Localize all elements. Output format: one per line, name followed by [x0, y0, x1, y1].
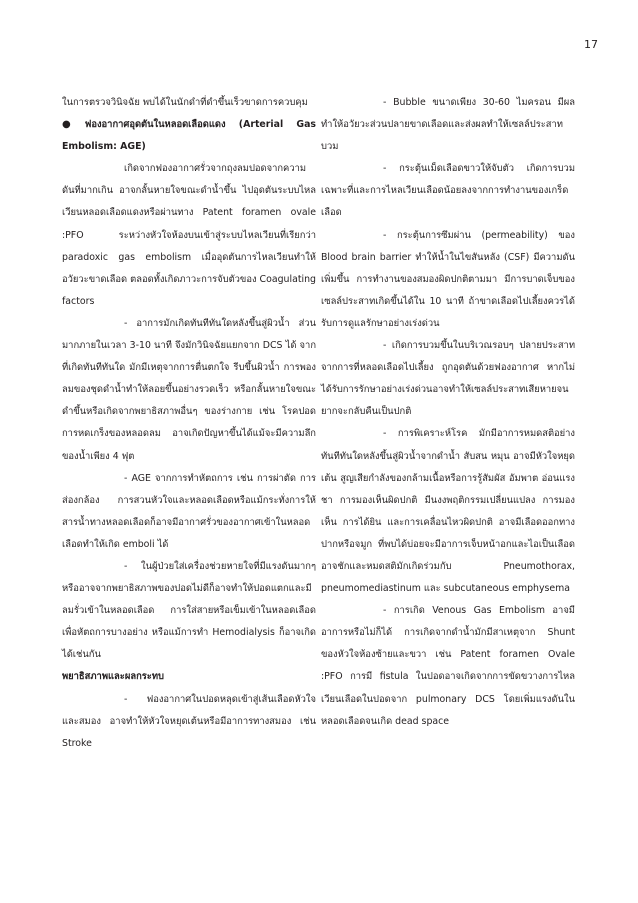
paragraph: - เกิดการบวมขึ้นในบริเวณรอบๆ ปลายประสาทจากการที่หลอดเลือดไปเลี้ยง ถูกอุดตันด้วยฟองอากาศ หากไม่ได้รับการรักษาอย่างเร่งด่วนอาจทำให้เซลล์ประสาทเสียหายจนยากจะกลับคืนเป็นปกติ	[321, 340, 575, 418]
section-heading	[62, 114, 316, 158]
paragraph: - กระตุ้นเม็ดเลือดขาวให้จับตัว เกิดการบวมเฉพาะที่และการไหลเวียนเลือดน้อยลงจากการทำงานของเกร็ดเลือด	[321, 163, 575, 219]
bullet-icon: ●	[62, 119, 81, 131]
right-column	[321, 92, 575, 733]
left-column	[62, 92, 316, 755]
paragraph: - Bubble ขนาดเพียง 30-60 ไมครอน มีผลทำให้อวัยวะส่วนปลายขาดเลือดและส่งผลทำให้เซลล์ประสาทบวม	[321, 97, 575, 153]
paragraph: - การเกิด Venous Gas Embolism อาจมีอาการหรือไม่ก็ได้ การเกิดจากดำน้ำมักมีสาเหตุจาก Shunt ของหัวใจห้องซ้ายและขวา เช่น Patent foramen Ovale :PFO การมี fistula ในปอดอาจเกิดจากการขัดขวางการไหลเวียนเลือดในปอดจาก pulmonary DCS โดยเพิ่มแรงดันในหลอดเลือดจนเกิด dead space	[321, 605, 575, 727]
section-heading-text: ฟองอากาศอุดตันในหลอดเลือดแดง (Arterial Gas Embolism: AGE)	[62, 119, 316, 153]
subheading: พยาธิสภาพและผลกระทบ	[62, 671, 164, 683]
paragraph: - AGE จากการทำหัตถการ เช่น การผ่าตัด การส่องกล้อง การสวนหัวใจและหลอดเลือดหรือแม้กระทั่งการให้สารน้ำทางหลอดเลือดก็อาจมีอากาศรั่วของอากาศเข้าในหลอดเลือดทำให้เกิด emboli ได้	[62, 472, 316, 550]
paragraph: - กระตุ้นการซึมผ่าน (permeability) ของ Blood brain barrier ทำให้น้ำในไขสันหลัง (CSF) มีความดันเพิ่มขึ้น การทำงานของสมองผิดปกติตามมา มีการบาดเจ็บของเซลล์ประสาทเกิดขึ้นได้ใน 10 นาที ถ้าขาดเลือดไปเลี้ยงควรได้รับการดูแลรักษาอย่างเร่งด่วน	[321, 229, 575, 329]
paragraph: - ในผู้ป่วยใส่เครื่องช่วยหายใจที่มีแรงดันมากๆ หรืออาจจากพยาธิสภาพของปอดไม่ดีก็อาจทำให้ปอดแตกและมีลมรั่วเข้าในหลอดเลือด การใส่สายหรือเข็มเข้าในหลอดเลือดเพื่อหัตถการบางอย่าง หรือแม้การทำ Hemodialysis ก็อาจเกิดได้เช่นกัน	[62, 560, 316, 661]
paragraph: - ฟองอากาศในปอดหลุดเข้าสู่เส้นเลือดหัวใจและสมอง อาจทำให้หัวใจหยุดเต้นหรือมีอาการทางสมอง เช่น Stroke	[62, 693, 316, 749]
paragraph: เกิดจากฟองอากาศรั่วจากถุงลมปอดจากความดันที่มากเกิน อาจกลั้นหายใจขณะดำน้ำขึ้น ไปอุดตันระบบไหลเวียนหลอดเลือดแดงหรือผ่านทาง Patent foramen ovale :PFO ระหว่างหัวใจห้องบนเข้าสู่ระบบไหลเวียนที่เรียกว่า paradoxic gas embolism เมื่ออุดตันการไหลเวียนทำให้อวัยวะขาดเลือด ตลอดทั้งเกิดภาวะการจับตัวของ Coagulating factors	[62, 163, 316, 307]
page-number: 17	[584, 38, 598, 51]
paragraph: - การพิเคราะห์โรค มักมีอาการหมดสติอย่างทันทีทันใดหลังขึ้นสู่ผิวน้ำจากดำน้ำ สับสน หมุน อาจมีหัวใจหยุดเต้น สูญเสียกำลังของกล้ามเนื้อหรือการรู้สัมผัส อัมพาต อ่อนแรง ชา การมองเห็นผิดปกติ มีนงงพฤติกรรมเปลี่ยนแปลง การมองเห็น การได้ยิน และการเคลื่อนไหวผิดปกติ อาจมีเลือดออกทางปากหรือจมูก ที่พบได้บ่อยจะมีอาการเจ็บหน้าอกและไอเป็นเลือด อาจชักและหมดสติมักเกิดร่วมกับ Pneumothorax, pneumomediastinum และ subcutaneous emphysema	[321, 428, 575, 595]
paragraph: ในการตรวจวินิจฉัย พบได้ในนักดำที่ดำขึ้นเร็วขาดการควบคุม	[62, 97, 308, 108]
paragraph: - อาการมักเกิดทันทีทันใดหลังขึ้นสู่ผิวน้ำ ส่วนมากภายในเวลา 3-10 นาที จึงมักวินิจฉัยแยกจาก DCS ได้ จากที่เกิดทันทีทันใด มักมีเหตุจากการตื่นตกใจ รีบขึ้นผิวน้ำ การพองลมของชุดดำน้ำทำให้ลอยขึ้นอย่างรวดเร็ว หรือกลั้นหายใจขณะดำขึ้นหรือเกิดจากพยาธิสภาพอื่นๆ ของร่างกาย เช่น โรคปอด การหดเกร็งของหลอดลม อาจเกิดปัญหาขึ้นได้แม้จะมีความลึกของน้ำเพียง 4 ฟุต	[62, 317, 316, 462]
